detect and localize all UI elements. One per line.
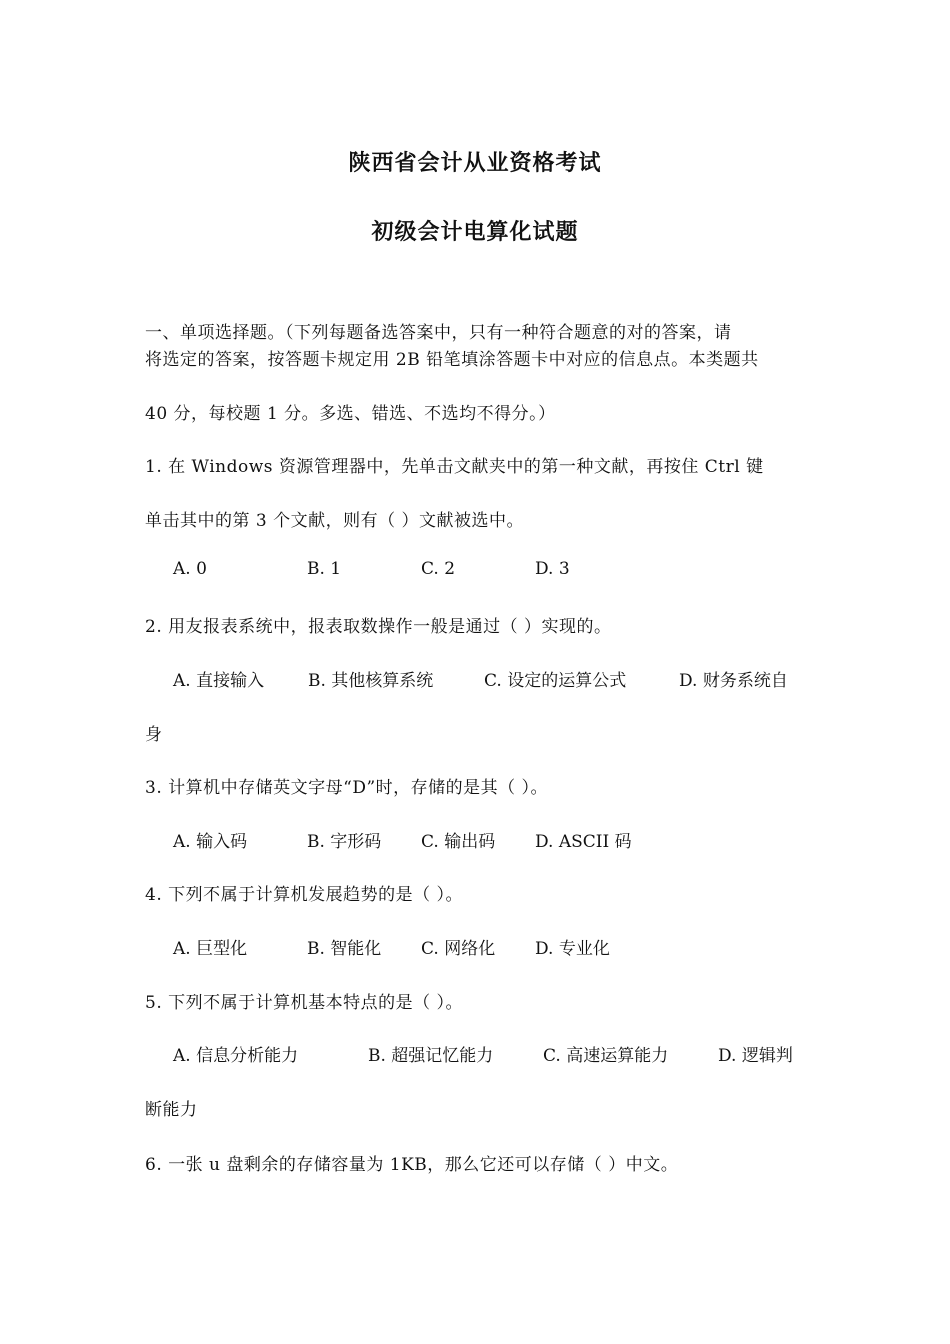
option-d: D. 专业化 [535, 939, 610, 959]
question-2-option-cont: 身 [145, 725, 163, 745]
question-3-text: 3. 计算机中存储英文字母“D”时，存储的是其（ ）。 [145, 778, 549, 798]
option-c: C. 网络化 [421, 939, 496, 959]
question-2-text: 2. 用友报表系统中，报表取数操作一般是通过（ ）实现的。 [145, 617, 612, 637]
option-d: D. ASCII 码 [535, 832, 632, 852]
option-c: C. 输出码 [421, 832, 496, 852]
question-4-text: 4. 下列不属于计算机发展趋势的是（ ）。 [145, 885, 464, 905]
option-c: C. 2 [421, 559, 456, 579]
question-5-text: 5. 下列不属于计算机基本特点的是（ ）。 [145, 993, 464, 1013]
question-6-text: 6. 一张 u 盘剩余的存储容量为 1KB，那么它还可以存储（ ）中文。 [145, 1155, 679, 1175]
option-b: B. 字形码 [307, 832, 382, 852]
option-d: D. 财务系统自 [679, 671, 788, 691]
option-a: A. 0 [173, 559, 207, 579]
document-subtitle: 初级会计电算化试题 [371, 219, 579, 245]
option-d: D. 逻辑判 [718, 1046, 793, 1066]
option-b: B. 超强记忆能力 [368, 1046, 494, 1066]
option-a: A. 直接输入 [173, 671, 265, 691]
option-d: D. 3 [535, 559, 570, 579]
option-b: B. 其他核算系统 [308, 671, 434, 691]
section-instruction-line: 将选定的答案，按答题卡规定用 2B 铅笔填涂答题卡中对应的信息点。本类题共 [145, 350, 759, 370]
option-c: C. 高速运算能力 [543, 1046, 669, 1066]
document-title: 陕西省会计从业资格考试 [348, 150, 602, 176]
question-1-text-cont: 单击其中的第 3 个文献，则有（ ）文献被选中。 [145, 511, 525, 531]
option-a: A. 巨型化 [173, 939, 248, 959]
option-a: A. 信息分析能力 [173, 1046, 299, 1066]
option-b: B. 1 [307, 559, 342, 579]
option-a: A. 输入码 [173, 832, 248, 852]
question-1-text: 1. 在 Windows 资源管理器中，先单击文献夹中的第一种文献，再按住 Ctrl 键 [145, 457, 764, 477]
section-instruction-line: 40 分，每校题 1 分。多选、错选、不选均不得分。） [145, 404, 556, 424]
section-instruction-line: 一、单项选择题。（下列每题备选答案中，只有一种符合题意的对的答案，请 [145, 323, 732, 343]
option-b: B. 智能化 [307, 939, 382, 959]
question-5-option-cont: 断能力 [145, 1100, 198, 1120]
option-c: C. 设定的运算公式 [484, 671, 627, 691]
